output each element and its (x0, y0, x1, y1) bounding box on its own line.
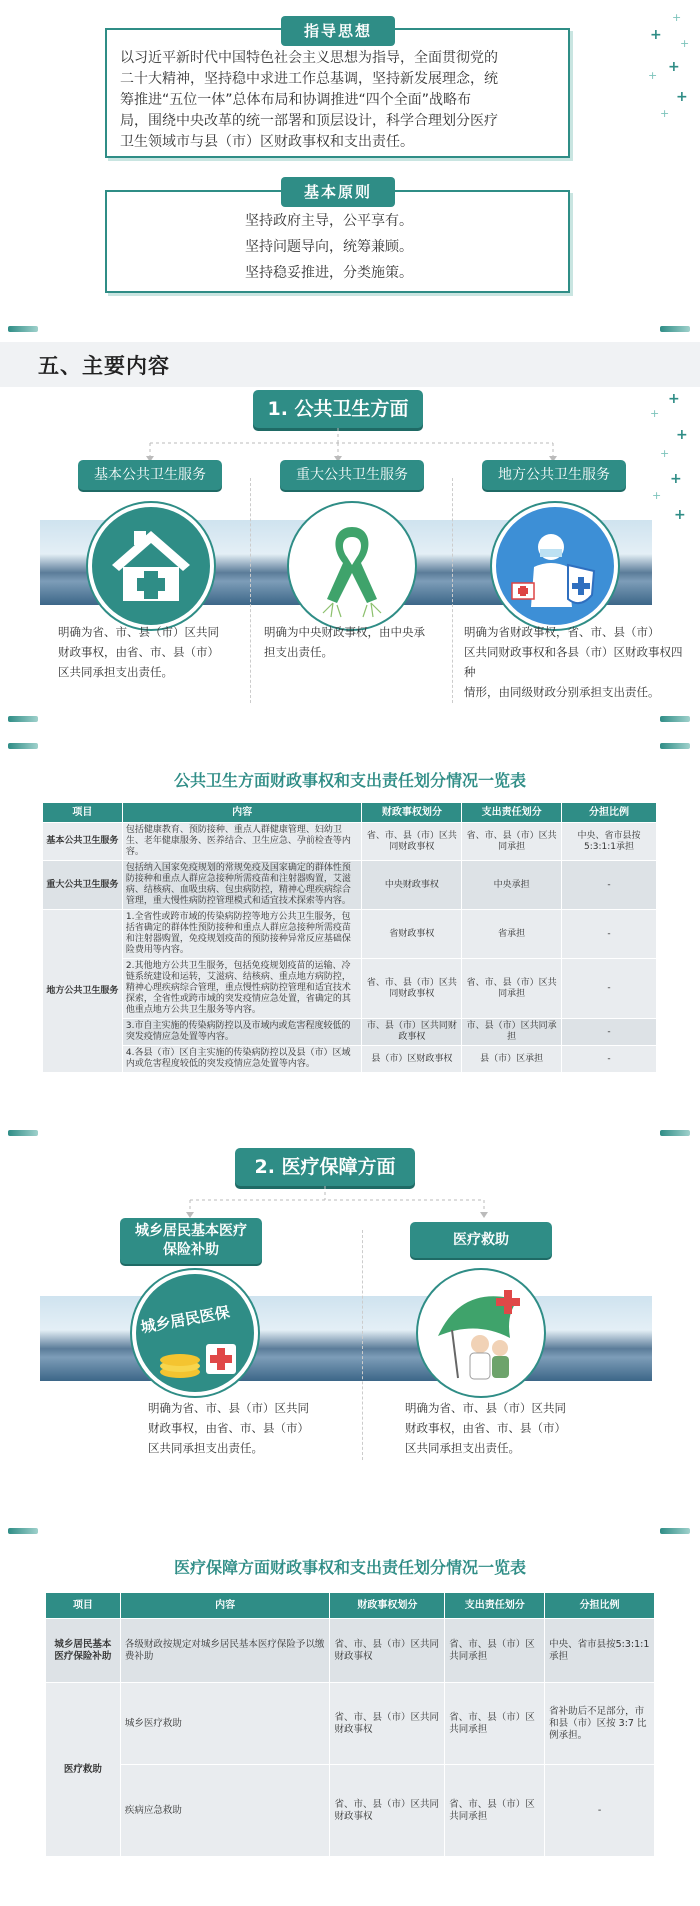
insurance-icon (132, 1270, 258, 1396)
table1-header: 财政事权划分 (362, 803, 462, 823)
decor-plus: + (660, 107, 670, 120)
table1 (42, 802, 657, 1073)
doctor-shield-icon (492, 503, 618, 629)
umbrella-rescue-icon (418, 1270, 544, 1396)
card-label-medical-aid: 医疗救助 (410, 1222, 552, 1258)
table-row: 疾病应急救助 省、市、县（市）区共同财政事权 省、市、县（市）区共同承担 - (46, 1765, 655, 1857)
principle-item: 坚持政府主导，公平享有。 (245, 213, 413, 229)
table1-header: 支出责任划分 (462, 803, 562, 823)
decor-plus: + (668, 391, 680, 407)
guiding-title: 指导思想 (281, 16, 395, 46)
card-text-insurance: 明确为省、市、县（市）区共同 财政事权，由省、市、县（市） 区共同承担支出责任。 (148, 1401, 309, 1455)
card-label-basic-public-health: 基本公共卫生服务 (78, 460, 222, 490)
decor-plus: + (676, 89, 688, 105)
table2-header: 内容 (120, 1593, 330, 1619)
card-text-local: 明确为省财政事权，省、市、县（市） 区共同财政事权和各县（市）区财政事权四种 情形，由同级财政分别承担支出责任。 (464, 625, 683, 699)
decor-plus: + (652, 489, 662, 502)
table2-header: 分担比例 (545, 1593, 655, 1619)
principle-item: 坚持问题导向，统筹兼顾。 (245, 239, 413, 255)
card-label-insurance-subsidy: 城乡居民基本医疗 保险补助 (120, 1218, 262, 1264)
section-title: 五、主要内容 (38, 354, 170, 378)
divider-bar (660, 1130, 690, 1136)
decor-plus: + (680, 37, 690, 50)
table1-header: 项目 (43, 803, 123, 823)
card-text-major: 明确为中央财政事权，由中央承 担支出责任。 (264, 625, 425, 659)
divider-bar (8, 743, 38, 749)
divider-bar (660, 743, 690, 749)
table-row: 基本公共卫生服务 包括健康教育、预防接种、重点人群健康管理、妇幼卫生、老年健康服务、医养结合、卫生应急、孕前检查等内容。 省、市、县（市）区共同财政事权 省、市、县（市）区共同承担 中央、省市县按5:3:1:1承担 (43, 823, 657, 861)
principles-list (245, 208, 545, 286)
ribbon-icon (289, 503, 415, 629)
medical-title: 2. 医疗保障方面 (235, 1148, 415, 1186)
house-cross-icon (88, 503, 214, 629)
divider-bar (8, 716, 38, 722)
divider-bar (8, 326, 38, 332)
table2-title: 医疗保障方面财政事权和支出责任划分情况一览表 (173, 1558, 526, 1577)
divider-bar (660, 1528, 690, 1534)
table-row: 3.市自主实施的传染病防控以及市域内或危害程度较低的突发疫情应急处置等内容。 市、县（市）区共同财政事权 市、县（市）区共同承担 - (43, 1019, 657, 1046)
decor-plus: + (670, 471, 682, 487)
principle-item: 坚持稳妥推进，分类施策。 (245, 265, 413, 281)
connector-lines (0, 1186, 700, 1226)
card-label-local-public-health: 地方公共卫生服务 (482, 460, 626, 490)
decor-plus: + (660, 447, 670, 460)
card-label-major-public-health: 重大公共卫生服务 (280, 460, 424, 490)
column-separator (452, 478, 453, 703)
table2-header: 财政事权划分 (330, 1593, 445, 1619)
card-text-basic: 明确为省、市、县（市）区共同 财政事权，由省、市、县（市） 区共同承担支出责任。 (58, 625, 219, 679)
guiding-text: 以习近平新时代中国特色社会主义思想为指导，全面贯彻党的 二十大精神，坚持稳中求进工作总基调，坚持新发展理念，统 筹推进“五位一体”总体布局和协调推进“四个全面”战略布 局，围绕中央改革的统一部署和顶层设计，科学合理划分医疗 卫生领域市与县（市）区财政事权和支出责任。 (120, 50, 498, 150)
column-separator (362, 1230, 363, 1460)
divider-bar (8, 1130, 38, 1136)
card-text-medical-aid: 明确为省、市、县（市）区共同 财政事权，由省、市、县（市） 区共同承担支出责任。 (405, 1401, 566, 1455)
table1-title: 公共卫生方面财政事权和支出责任划分情况一览表 (173, 771, 526, 790)
decor-plus: + (668, 59, 680, 75)
table2-header: 支出责任划分 (445, 1593, 545, 1619)
table-row: 重大公共卫生服务 包括纳入国家免疫规划的常规免疫及国家确定的群体性预防接种和重点人群应急接种所需疫苗和注射器购置，艾滋病、结核病、血吸虫病、包虫病防控，精神心理疾病综合管理，重大慢性病防控管理模式和适宜技术探索等内容。 中央财政事权 中央承担 - (43, 861, 657, 910)
insurance-badge: 城乡居民医保 (139, 1303, 232, 1337)
table-row: 医疗救助 城乡医疗救助 省、市、县（市）区共同财政事权 省、市、县（市）区共同承担 省补助后不足部分，市和县（市）区按 3:7 比例承担。 (46, 1683, 655, 1765)
decor-plus: + (674, 507, 686, 523)
decor-plus: + (650, 27, 662, 43)
table-row: 4.各县（市）区自主实施的传染病防控以及县（市）区域内或危害程度较低的突发疫情应急处置等内容。 县（市）区财政事权 县（市）区承担 - (43, 1046, 657, 1073)
table2-header: 项目 (46, 1593, 121, 1619)
divider-bar (660, 716, 690, 722)
table2 (45, 1592, 655, 1857)
decor-plus: + (650, 407, 660, 420)
decor-plus: + (672, 11, 682, 24)
divider-bar (8, 1528, 38, 1534)
decor-plus: + (648, 69, 658, 82)
divider-bar (660, 326, 690, 332)
decor-plus: + (676, 427, 688, 443)
table1-header: 内容 (122, 803, 362, 823)
table-row: 2.其他地方公共卫生服务，包括免疫规划疫苗的运输、冷链系统建设和运转，艾滋病、结核病、重点地方病防控，精神心理疾病综合管理，重点慢性病防控管理和适宜技术探索，全省性或跨市域的突发疫情应急处置，省确定的其他重点地方公共卫生服务等内容。 省、市、县（市）区共同财政事权 省、市、县（市）区共同承担 - (43, 959, 657, 1019)
public-health-title: 1. 公共卫生方面 (253, 390, 423, 428)
column-separator (250, 478, 251, 703)
table-row: 城乡居民基本医疗保险补助 各级财政按规定对城乡居民基本医疗保险予以缴费补助 省、市、县（市）区共同财政事权 省、市、县（市）区共同承担 中央、省市县按5:3:1:1承担 (46, 1619, 655, 1683)
table-row: 地方公共卫生服务 1.全省性或跨市域的传染病防控等地方公共卫生服务，包括省确定的群体性预防接种和重点人群应急接种所需疫苗和注射器购置，免疫规划疫苗的预防接种异常反应基础保险费用等内容。 省财政事权 省承担 - (43, 910, 657, 959)
table1-header: 分担比例 (562, 803, 657, 823)
principles-title: 基本原则 (281, 177, 395, 207)
